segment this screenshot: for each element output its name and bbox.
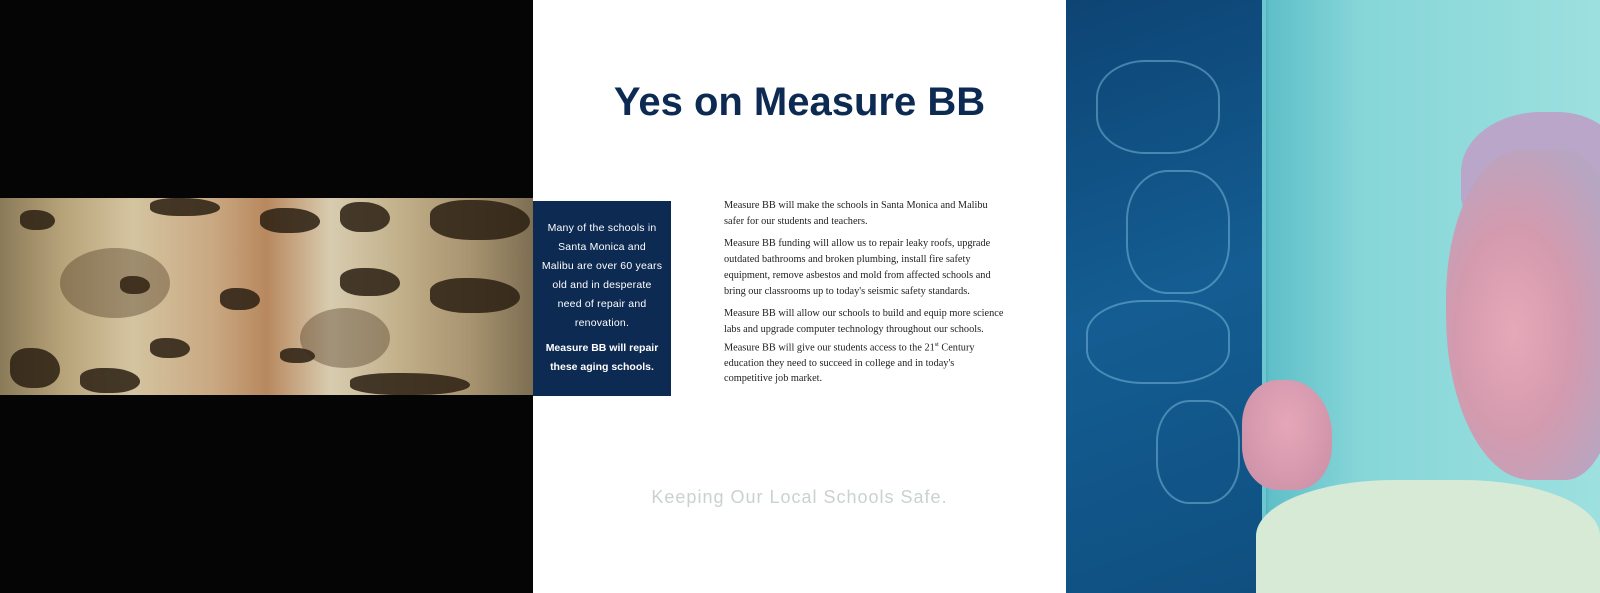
article-body — [724, 198, 1004, 394]
callout-text: Many of the schools in Santa Monica and Malibu are over 60 years old and in desperate need of repair and renovation. — [541, 222, 663, 329]
tagline: Keeping Our Local Schools Safe. — [651, 487, 948, 507]
child-sweater — [1256, 480, 1600, 593]
child-chalkboard-photo — [1066, 0, 1600, 593]
page-title: Yes on Measure BB — [613, 80, 986, 124]
left-panel — [0, 0, 533, 593]
cracked-wall-photo — [0, 198, 533, 395]
callout-box — [533, 201, 671, 396]
child-hand — [1242, 380, 1332, 490]
paragraph-1: Measure BB will make the schools in Santa Monica and Malibu safer for our students and teachers. — [724, 200, 988, 227]
paragraph-3-text-end: Century education they need to succeed in college and in today's competitive job market. — [724, 342, 975, 385]
chalkboard — [1066, 0, 1266, 593]
paragraph-3 — [724, 306, 1004, 387]
paragraph-2: Measure BB funding will allow us to repair leaky roofs, upgrade outdated bathrooms and broken plumbing, install fire safety equipment, remove asbestos and mold from affected schools and bring our classrooms up to today's seismic safety standards. — [724, 238, 991, 297]
callout-emphasis: Measure BB will repair these aging schools. — [545, 342, 659, 373]
paragraph-3-text: Measure BB will allow our schools to build and equip more science labs and upgrade computer technology throughout our schools. Measure BB will give our students access to the 21 — [724, 308, 1004, 354]
child-face — [1446, 150, 1600, 480]
ordinal-suffix: st — [934, 341, 939, 348]
